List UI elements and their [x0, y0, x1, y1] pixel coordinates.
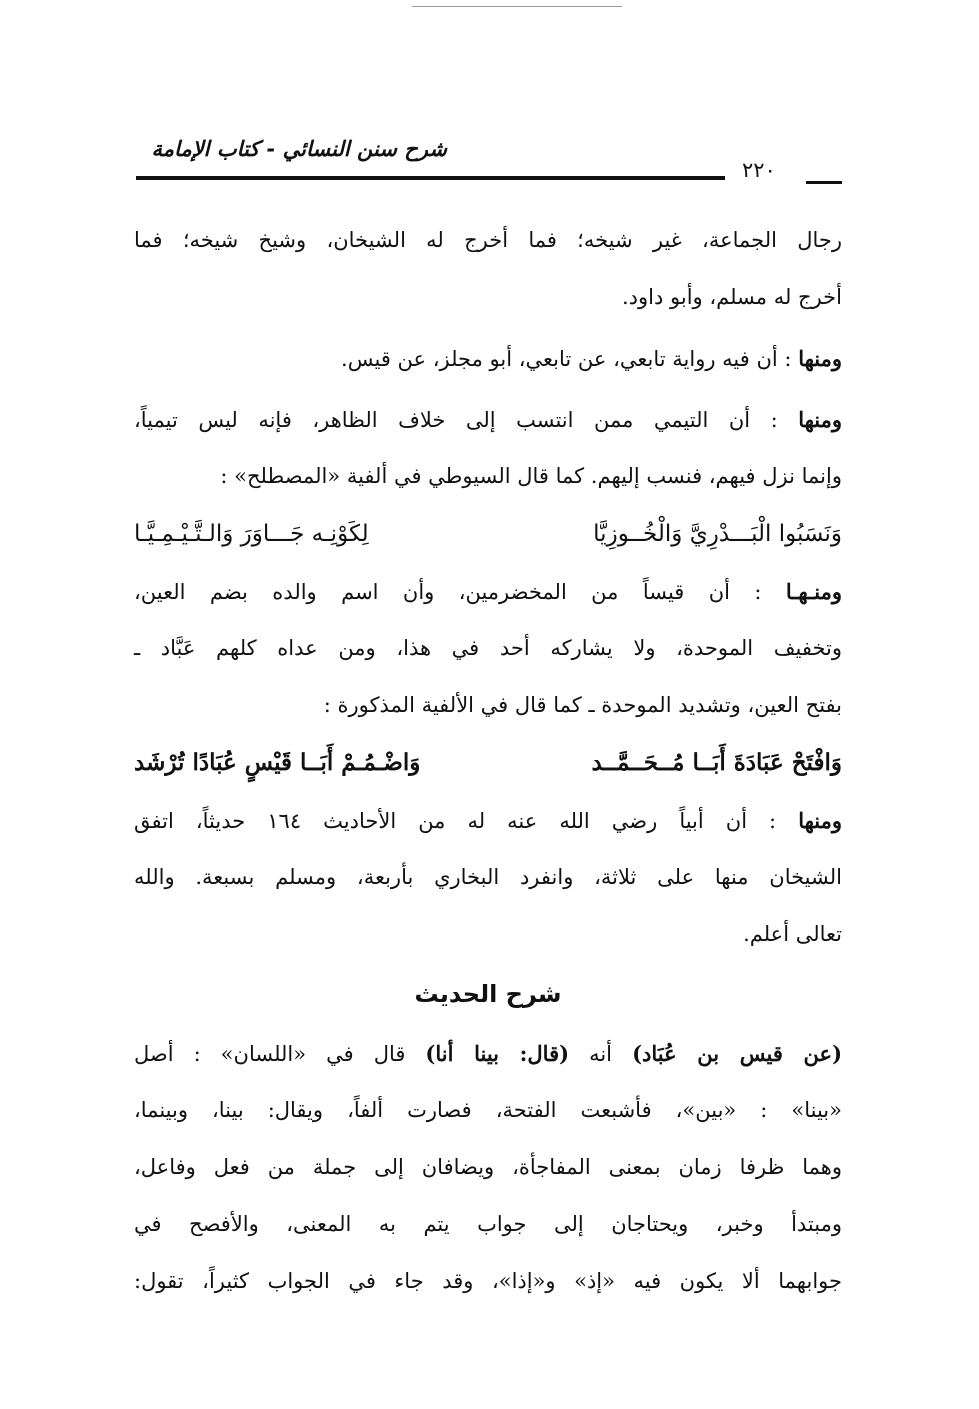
text-line: جوابهما ألا يكون فيه «إذ» و«إذا»، وقد جاء في الجواب كثيراً، تقول: [134, 1269, 842, 1293]
paragraph-4 [134, 563, 842, 734]
page-body [134, 212, 842, 1310]
text-span: : أن قيساً من المخضرمين، وأن اسم والده بضم العين، [134, 580, 762, 604]
paragraph-1 [134, 212, 842, 326]
paragraph-lead: ومنـهـا [785, 579, 842, 604]
paragraph-2 [134, 330, 842, 387]
quoted-hadith-text: (قال: بينا أنا) [425, 1041, 570, 1066]
verse-1 [134, 505, 842, 563]
text-line: بفتح العين، وتشديد الموحدة ـ كما قال في الألفية المذكورة : [323, 693, 842, 717]
text-line: تعالى أعلم. [743, 922, 842, 946]
verse-hemistich-left: وَاضْـمُـمْ أَبَــا قَيْسٍ عُبَادًا تُرْشَد [134, 749, 421, 776]
verse-hemistich-right: وَنَسَبُوا الْبَـــدْرِيَّ وَالْخُــوزِيَّا [593, 521, 842, 547]
header-rule [136, 176, 725, 180]
text-span: أنه [589, 1042, 613, 1066]
paragraph-lead: ومنها [798, 407, 842, 432]
verse-hemistich-right: وَافْتَحْ عَبَادَةَ أَبَــا مُــحَــمَّــد [591, 749, 842, 776]
text-line [134, 330, 842, 387]
verse-hemistich-left: لِكَوْنِـه جَـــاوَرَ وَالـتَّـيْـمِـيَّـا [134, 521, 369, 547]
text-line: وإنما نزل فيهم، فنسب إليهم. كما قال السيوطي في ألفية «المصطلح» : [220, 464, 842, 488]
text-line [134, 1025, 842, 1082]
text-line: وهما ظرفا زمان بمعنى المفاجأة، ويضافان إلى جملة من فعل وفاعل، [134, 1155, 842, 1179]
text-line [134, 792, 842, 849]
paragraph-5 [134, 792, 842, 963]
page-number: ٢٢٠ [742, 158, 776, 182]
text-line: أخرج له مسلم، وأبو داود. [621, 285, 842, 309]
text-line [134, 563, 842, 620]
text-line: ومبتدأ وخبر، ويحتاجان إلى جواب يتم به المعنى، والأفصح في [134, 1212, 842, 1236]
text-span: : أن أبياً رضي الله عنه له من الأحاديث ١٦٤ حديثاً، اتفق [134, 809, 777, 833]
text-line: رجال الجماعة، غير شيخه؛ فما أخرج له الشيخان، وشيخ شيخه؛ فما [134, 228, 842, 252]
paragraph-lead: ومنها [798, 808, 842, 833]
commentary-paragraph [134, 1025, 842, 1310]
text-line: وتخفيف الموحدة، ولا يشاركه أحد في هذا، ومن عداه كلهم عَبَّاد ـ [134, 636, 842, 660]
running-title: شرح سنن النسائي - كتاب الإمامة [151, 137, 447, 161]
text-span: : أن فيه رواية تابعي، عن تابعي، أبو مجلز، عن قيس. [341, 347, 792, 371]
quoted-hadith-text: (عن قيس بن عُبَاد) [632, 1041, 843, 1066]
paragraph-3 [134, 391, 842, 505]
text-span: قال في «اللسان» : أصل [134, 1042, 406, 1066]
text-line: الشيخان منها على ثلاثة، وانفرد البخاري بأربعة، ومسلم بسبعة. والله [134, 865, 842, 889]
paragraph-lead: ومنها [798, 346, 842, 371]
text-line [134, 391, 842, 448]
text-span: : أن التيمي ممن انتسب إلى خلاف الظاهر، فإنه ليس تيمياً، [134, 408, 778, 432]
page-number-rule [806, 181, 842, 184]
section-heading: شرح الحديث [414, 980, 562, 1008]
page-header [0, 0, 979, 190]
verse-2 [134, 734, 842, 792]
text-line: «بينا» : «بين»، فأشبعت الفتحة، فصارت ألفاً، ويقال: بينا، وبينما، [134, 1098, 842, 1122]
